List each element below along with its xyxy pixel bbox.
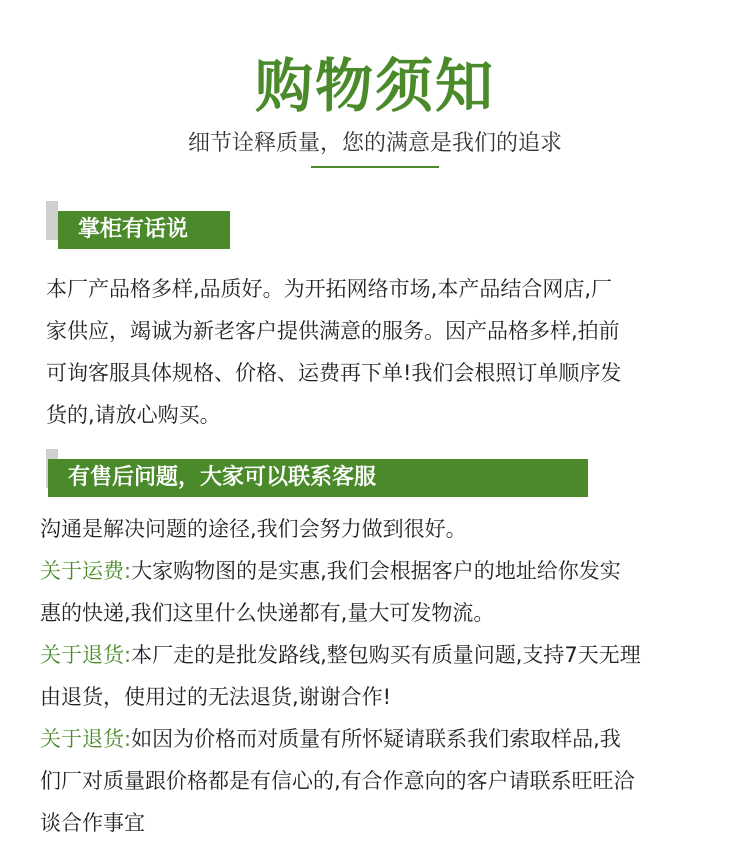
after-sales-intro: 沟通是解决问题的途径,我们会努力做到很好。 <box>40 517 467 541</box>
subtitle-divider <box>311 166 439 168</box>
return-text: 本厂走的是批发路线,整包购买有质量问题,支持7天无理 <box>131 643 641 667</box>
return-text-continued: 由退货，使用过的无法退货,谢谢合作! <box>40 685 392 709</box>
section-header-shopkeeper <box>46 201 232 249</box>
quality-text-continued: 们厂对质量跟价格都是有信心的,有合作意向的客户请联系旺旺洽 <box>40 769 635 793</box>
quality-text: 如因为价格而对质量有所怀疑请联系我们索取样品,我 <box>131 727 621 751</box>
message-line: 本厂产品格多样,品质好。为开拓网络市场,本产品结合网店,厂 <box>46 277 613 301</box>
shipping-label: 关于运费: <box>40 559 132 583</box>
page-subtitle: 细节诠释质量，您的满意是我们的追求 <box>187 131 562 156</box>
after-sales-info <box>40 508 740 844</box>
message-line: 货的,请放心购买。 <box>46 403 221 427</box>
page-title: 购物须知 <box>254 52 495 120</box>
shipping-note <box>40 550 740 592</box>
message-line: 家供应，竭诚为新老客户提供满意的服务。因产品格多样,拍前 <box>46 319 620 343</box>
shopkeeper-message <box>46 268 726 436</box>
return-note <box>40 634 740 676</box>
section-header-label: 有售后问题，大家可以联系客服 <box>48 459 588 497</box>
return-label: 关于退货: <box>40 643 132 667</box>
message-line: 可询客服具体规格、价格、运费再下单!我们会根照订单顺序发 <box>46 361 622 385</box>
shipping-text: 大家购物图的是实惠,我们会根据客户的地址给你发实 <box>131 559 621 583</box>
quality-note <box>40 718 740 760</box>
section-header-label: 掌柜有话说 <box>58 211 230 249</box>
quality-label: 关于退货: <box>40 727 132 751</box>
shipping-text-continued: 惠的快递,我们这里什么快递都有,量大可发物流。 <box>40 601 495 625</box>
quality-text-continued: 谈合作事宜 <box>40 811 145 835</box>
section-header-after-sales <box>46 449 590 497</box>
header-shadow-block <box>46 201 58 240</box>
